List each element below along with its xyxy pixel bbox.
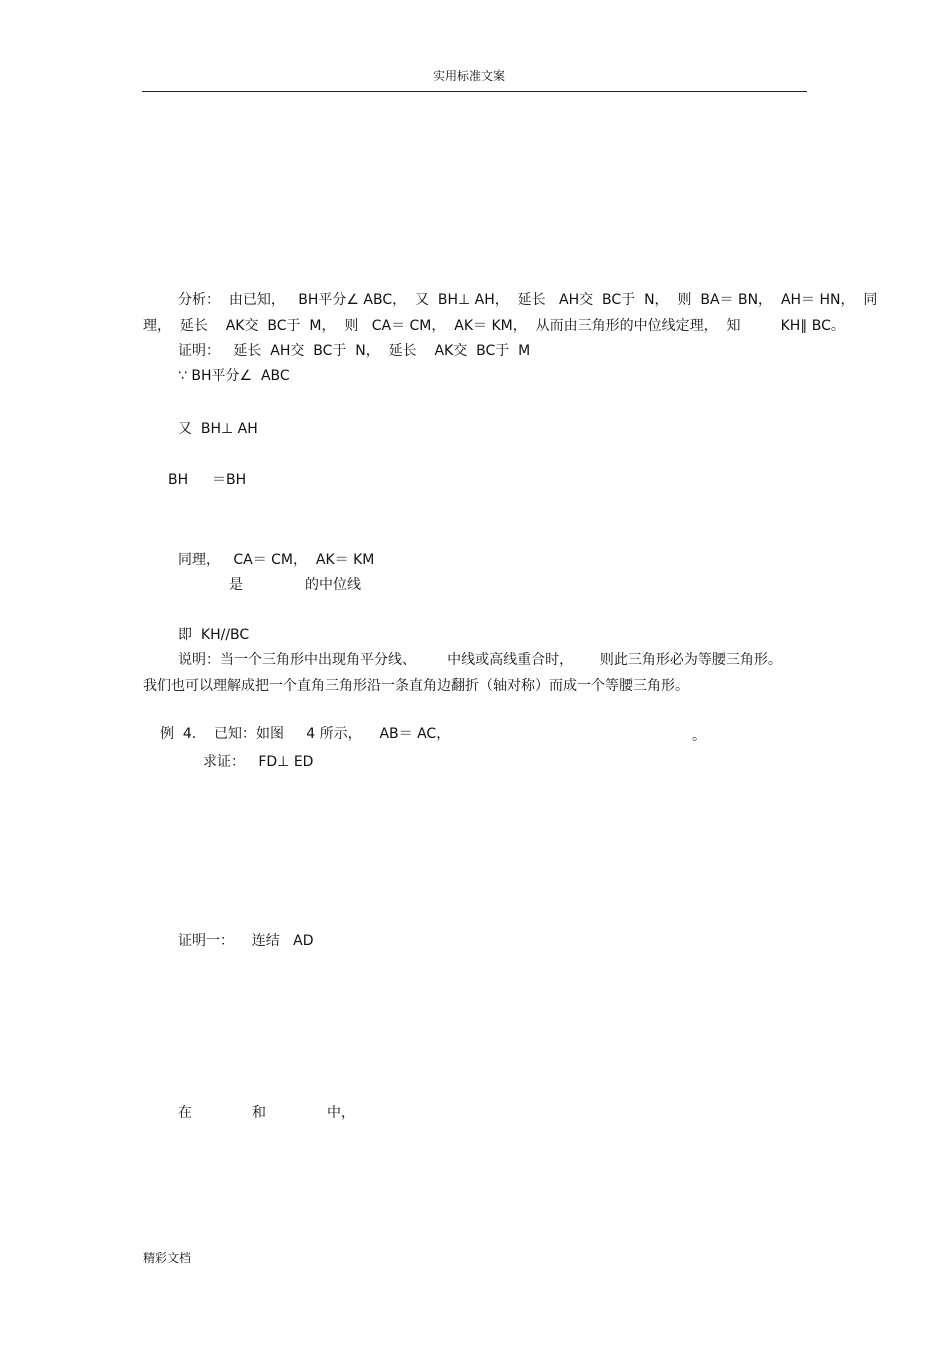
and-word: 和 <box>252 1105 266 1121</box>
also-line: 又 BH⊥ AH <box>178 421 258 437</box>
analysis-line-1: 分析： 由已知， BH平分∠ ABC， 又 BH⊥ AH， 延长 AH交 BC于 N， 则 BA＝ BN， AH＝ HN， 同 <box>178 292 878 308</box>
example-4-end: 。 <box>692 728 706 744</box>
midline-word: 的中位线 <box>305 577 361 593</box>
bh-left: BH <box>168 472 189 488</box>
note-line-1: 说明：当一个三角形中出现角平分线、 中线或高线重合时， 则此三角形必为等腰三角形。 <box>178 652 782 668</box>
middle-word: 中， <box>327 1105 355 1121</box>
proof-one-line: 证明一： 连结 AD <box>178 933 314 949</box>
note-line-2: 我们也可以理解成把一个直角三角形沿一条直角边翻折（轴对称）而成一个等腰三角形。 <box>143 678 689 694</box>
same-reason-line: 同理， CA＝ CM， AK＝ KM <box>178 552 375 568</box>
analysis-line-2: 理， 延长 AK交 BC于 M， 则 CA＝ CM， AK＝ KM， 从而由三角形的中位线定理， 知 KH∥ BC。 <box>143 318 845 334</box>
header-rule <box>142 91 807 92</box>
page-header-title: 实用标准文案 <box>433 69 506 83</box>
bh-right: ＝BH <box>212 472 247 488</box>
therefore-line: 即 KH//BC <box>178 627 250 643</box>
prove-line: 求证： FD⊥ ED <box>203 754 314 770</box>
is-word: 是 <box>229 577 243 593</box>
example-4-line: 例 4. 已知：如图 4 所示， AB＝ AC， <box>160 726 451 742</box>
proof-line-1: 证明： 延长 AH交 BC于 N， 延长 AK交 BC于 M <box>178 343 531 359</box>
page-footer-text: 精彩文档 <box>143 1251 192 1265</box>
since-line: ∵ BH平分∠ ABC <box>178 368 290 384</box>
in-word: 在 <box>178 1105 192 1121</box>
